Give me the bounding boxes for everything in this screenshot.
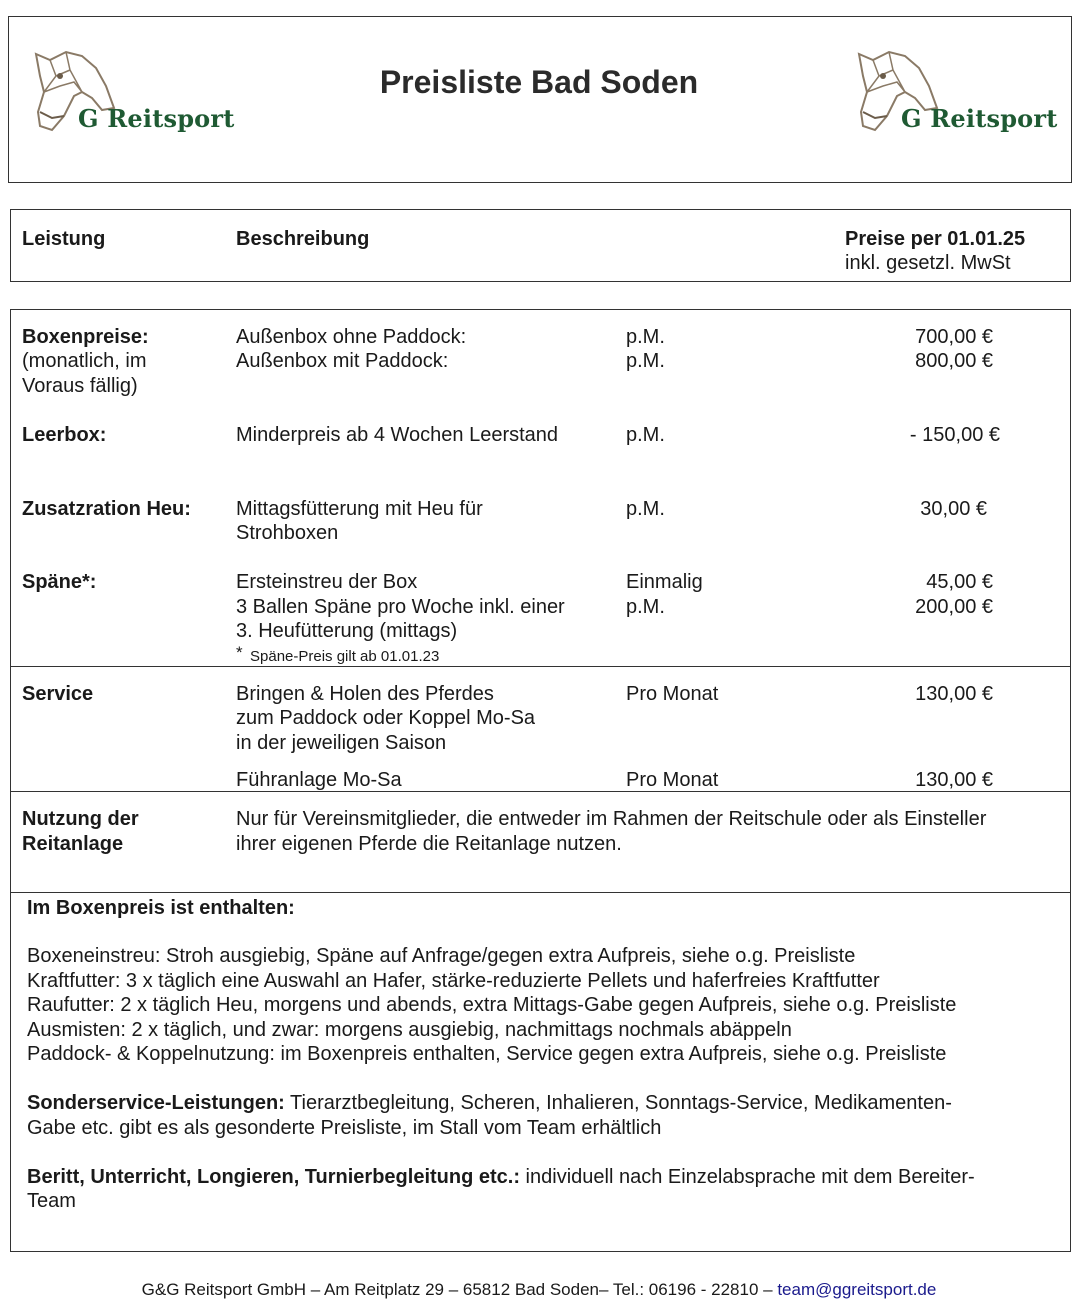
row-label: Service xyxy=(22,683,94,705)
item-description: ihrer eigenen Pferde die Reitanlage nutzen. xyxy=(236,833,622,855)
footnote-star: * xyxy=(236,643,243,662)
logo-text: G Reitsport xyxy=(78,104,235,133)
item-price: 130,00 € xyxy=(915,769,993,791)
row-divider xyxy=(10,892,1070,893)
item-unit: Einmalig xyxy=(626,571,703,593)
row-label: Reitanlage xyxy=(22,833,124,855)
item-description: in der jeweiligen Saison xyxy=(236,732,447,754)
item-description: Strohboxen xyxy=(236,522,339,544)
logo-text: G Reitsport xyxy=(901,104,1058,133)
item-price: 200,00 € xyxy=(915,596,993,618)
item-description: zum Paddock oder Koppel Mo-Sa xyxy=(236,707,536,729)
sonderservice-label: Sonderservice-Leistungen: xyxy=(27,1092,285,1114)
row-label: Nutzung der xyxy=(22,808,139,830)
item-unit: Pro Monat xyxy=(626,683,719,705)
row-divider xyxy=(10,666,1070,667)
item-unit: p.M. xyxy=(626,596,665,618)
item-unit: p.M. xyxy=(626,350,665,372)
item-price: 800,00 € xyxy=(915,350,993,372)
item-description: Außenbox ohne Paddock: xyxy=(236,326,467,348)
item-price: 45,00 € xyxy=(926,571,993,593)
item-price: 30,00 € xyxy=(920,498,987,520)
item-description: 3. Heufütterung (mittags) xyxy=(236,620,458,642)
item-description: Mittagsfütterung mit Heu für xyxy=(236,498,483,520)
footer-email-link[interactable]: team@ggreitsport.de xyxy=(777,1280,937,1299)
sonderservice-line xyxy=(27,1091,952,1116)
beritt-line xyxy=(27,1165,975,1190)
beritt-label: Beritt, Unterricht, Longieren, Turnierbegleitung etc.: xyxy=(27,1166,520,1188)
row-label: Leerbox: xyxy=(22,424,107,446)
column-beschreibung: Beschreibung xyxy=(236,228,370,250)
row-label-sub: Voraus fällig) xyxy=(22,375,138,397)
item-description: Ersteinstreu der Box xyxy=(236,571,418,593)
column-preise: Preise per 01.01.25 xyxy=(845,228,1026,250)
included-line: Boxeneinstreu: Stroh ausgiebig, Späne auf Anfrage/gegen extra Aufpreis, siehe o.g. Preisliste xyxy=(27,945,856,967)
item-price: 700,00 € xyxy=(915,326,993,348)
item-description: Minderpreis ab 4 Wochen Leerstand xyxy=(236,424,559,446)
included-line: Ausmisten: 2 x täglich, und zwar: morgens ausgiebig, nachmittags nochmals abäppeln xyxy=(27,1019,792,1041)
beritt-text: Team xyxy=(27,1190,76,1212)
item-description: Außenbox mit Paddock: xyxy=(236,350,449,372)
item-description: Führanlage Mo-Sa xyxy=(236,769,402,791)
sonderservice-text: Tierarztbegleitung, Scheren, Inhalieren, Sonntags-Service, Medikamenten- xyxy=(284,1092,952,1114)
item-unit: p.M. xyxy=(626,498,665,520)
beritt-text: individuell nach Einzelabsprache mit dem Bereiter- xyxy=(520,1166,975,1188)
item-description: Nur für Vereinsmitglieder, die entweder im Rahmen der Reitschule oder als Einsteller xyxy=(236,808,987,830)
item-unit: Pro Monat xyxy=(626,769,719,791)
page-title: Preisliste Bad Soden xyxy=(379,64,699,100)
row-label: Zusatzration Heu: xyxy=(22,498,191,520)
item-unit: p.M. xyxy=(626,326,665,348)
footer-text: G&G Reitsport GmbH – Am Reitplatz 29 – 65812 Bad Soden– Tel.: 06196 - 22810 – xyxy=(141,1280,778,1299)
row-label: Boxenpreise: xyxy=(22,326,149,348)
included-line: Raufutter: 2 x täglich Heu, morgens und abends, extra Mittags-Gabe gegen Aufpreis, siehe o.g. Preisliste xyxy=(27,994,957,1016)
item-description: 3 Ballen Späne pro Woche inkl. einer xyxy=(236,596,565,618)
item-price: - 150,00 € xyxy=(909,424,1000,446)
footnote: Späne-Preis gilt ab 01.01.23 xyxy=(250,648,440,665)
included-line: Paddock- & Koppelnutzung: im Boxenpreis enthalten, Service gegen extra Aufpreis, siehe o.g. Preisliste xyxy=(27,1043,947,1065)
item-description: Bringen & Holen des Pferdes xyxy=(236,683,494,705)
footer xyxy=(0,1280,1078,1300)
item-price: 130,00 € xyxy=(915,683,993,705)
included-line: Kraftfutter: 3 x täglich eine Auswahl an Hafer, stärke-reduzierte Pellets und haferfreies Kraftfutter xyxy=(27,970,880,992)
sonderservice-text: Gabe etc. gibt es als gesonderte Preisliste, im Stall vom Team erhältlich xyxy=(27,1117,662,1139)
included-heading: Im Boxenpreis ist enthalten: xyxy=(27,897,295,919)
row-label: Späne*: xyxy=(22,571,97,593)
column-preise-sub: inkl. gesetzl. MwSt xyxy=(845,252,1011,274)
column-leistung: Leistung xyxy=(22,228,106,250)
row-label-sub: (monatlich, im xyxy=(22,350,147,372)
item-unit: p.M. xyxy=(626,424,665,446)
